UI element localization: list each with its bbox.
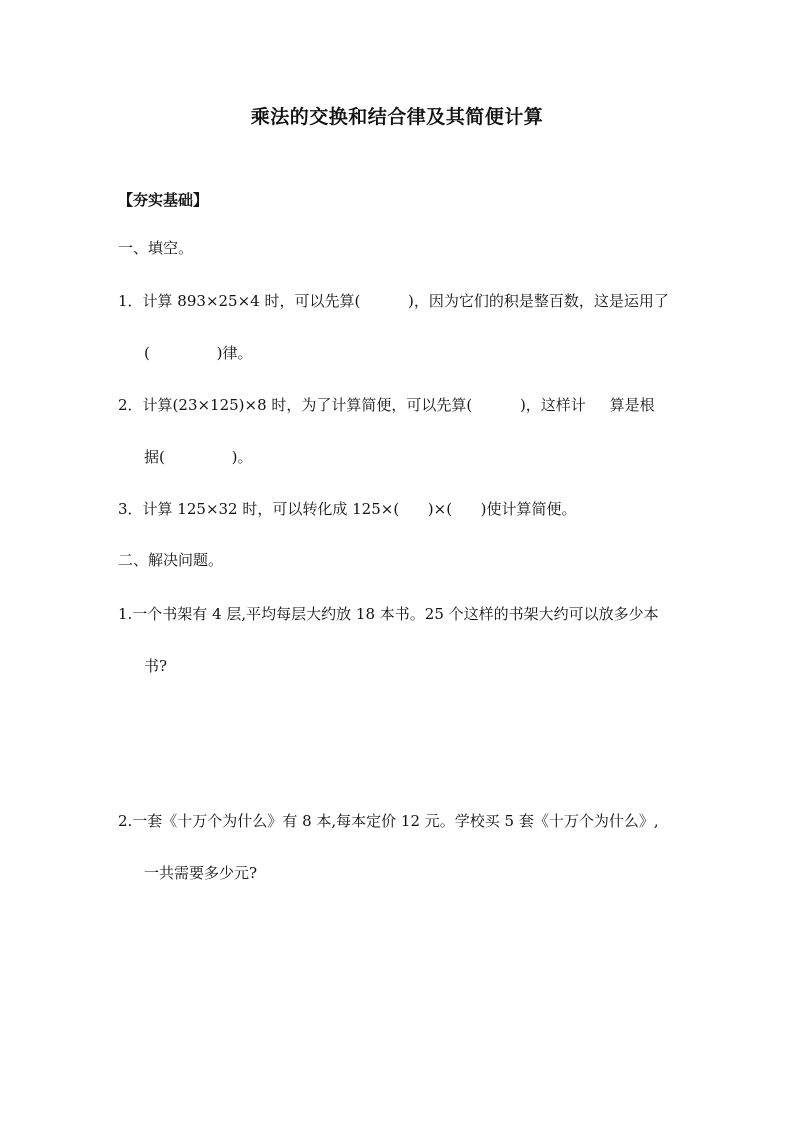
problem-2-line-2: 一共需要多少元?	[144, 864, 258, 882]
problem-1-line-1: 1.一个书架有 4 层,平均每层大约放 18 本书。25 个这样的书架大约可以放多少本	[118, 605, 659, 623]
problem-1-line-2: 书?	[144, 657, 168, 675]
page-title: 乘法的交换和结合律及其简便计算	[250, 106, 544, 128]
part2-heading: 二、解决问题。	[118, 551, 224, 569]
section-label: 【夯实基础】	[118, 191, 209, 209]
question-1-line-2: ( )律。	[144, 344, 253, 362]
question-2-line-1: 2．计算(23×125)×8 时，为了计算简便，可以先算( )，这样计 算是根	[118, 396, 655, 414]
question-1-line-1: 1．计算 893×25×4 时，可以先算( )，因为它们的积是整百数，这是运用了	[118, 292, 669, 310]
question-2-line-2: 据( )。	[144, 448, 253, 466]
part1-heading: 一、填空。	[118, 239, 194, 257]
problem-2-line-1: 2.一套《十万个为什么》有 8 本,每本定价 12 元。学校买 5 套《十万个为什么》,	[118, 812, 659, 830]
question-3-line-1: 3．计算 125×32 时，可以转化成 125×( )×( )使计算简便。	[118, 500, 577, 518]
